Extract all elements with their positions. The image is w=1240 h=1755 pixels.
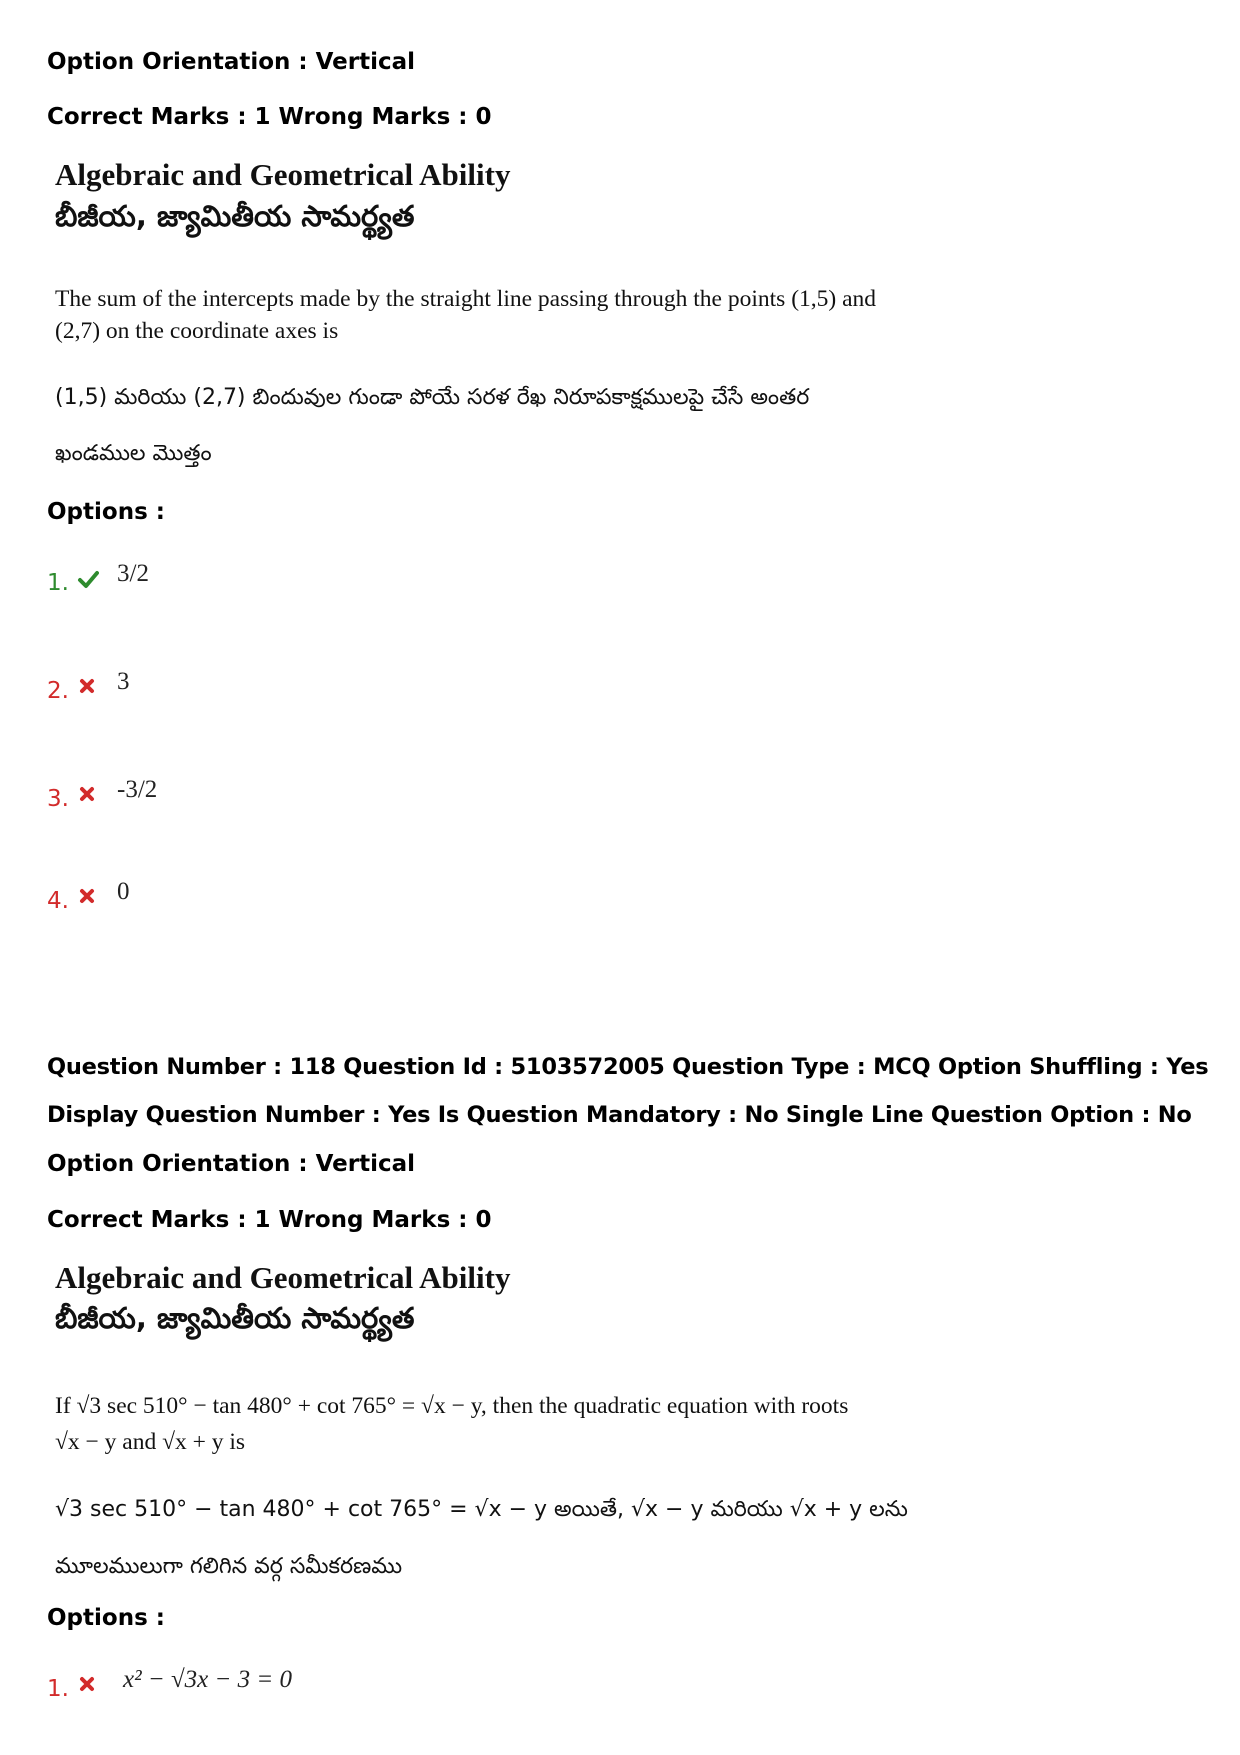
cross-icon [77, 784, 97, 804]
subject-title-te: బీజీయ, జ్యామితీయ సామర్థ్యత [55, 199, 415, 233]
options-label: Options : [47, 1605, 165, 1631]
question-text-en-line2: √x − y and √x + y is [55, 1429, 246, 1455]
subject-title-te: బీజీయ, జ్యామితీయ సామర్థ్యత [55, 1301, 415, 1335]
question-header-line1: Question Number : 118 Question Id : 5103572005 Question Type : MCQ Option Shuffling : Yes [47, 1054, 1209, 1080]
option-number: 2. [47, 678, 69, 704]
marks-info: Correct Marks : 1 Wrong Marks : 0 [47, 1207, 492, 1233]
option-orientation: Option Orientation : Vertical [47, 1151, 416, 1177]
option-value: 3/2 [117, 560, 149, 587]
question-text-en-line1: If √3 sec 510° − tan 480° + cot 765° = √x − y, then the quadratic equation with roots [55, 1393, 849, 1419]
option-number: 3. [47, 786, 69, 812]
cross-icon [77, 676, 97, 696]
check-icon [77, 568, 99, 590]
question-text-te-line2: మూలములుగా గలిగిన వర్గ సమీకరణము [55, 1554, 403, 1579]
option-value: x² − √3x − 3 = 0 [123, 1666, 293, 1693]
option-value: 0 [117, 878, 130, 905]
cross-icon [77, 886, 97, 906]
option-value: -3/2 [117, 776, 158, 803]
question-text-te-line2: ఖండముల మొత్తం [55, 441, 212, 466]
question-header-line2: Display Question Number : Yes Is Question Mandatory : No Single Line Question Option : No [47, 1102, 1192, 1128]
option-value: 3 [117, 668, 130, 695]
question-text-te-line1: (1,5) మరియు (2,7) బిందువుల గుండా పోయే సరళ రేఖ నిరూపకాక్షములపై చేసే అంతర [55, 385, 810, 410]
subject-title-en: Algebraic and Geometrical Ability [55, 157, 511, 192]
option-orientation: Option Orientation : Vertical [47, 49, 416, 75]
subject-title-en: Algebraic and Geometrical Ability [55, 1260, 511, 1295]
option-number: 4. [47, 888, 69, 914]
cross-icon [77, 1674, 97, 1694]
question-text-en-line1: The sum of the intercepts made by the straight line passing through the points (1,5) and [55, 286, 877, 312]
options-label: Options : [47, 499, 165, 525]
question-text-te-line1: √3 sec 510° − tan 480° + cot 765° = √x − y అయితే, √x − y మరియు √x + y లను [55, 1497, 908, 1522]
question-text-en-line2: (2,7) on the coordinate axes is [55, 318, 339, 344]
option-number: 1. [47, 1676, 69, 1702]
marks-info: Correct Marks : 1 Wrong Marks : 0 [47, 104, 492, 130]
option-number: 1. [47, 570, 69, 596]
